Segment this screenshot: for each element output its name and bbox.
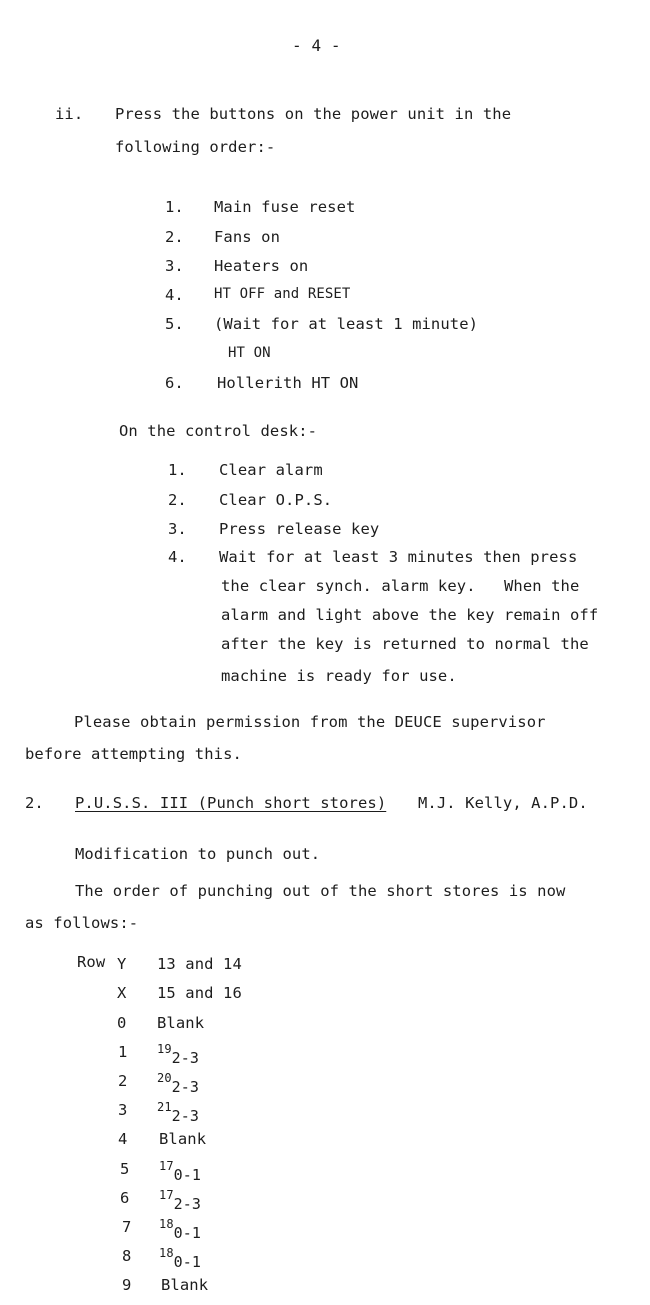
step-text-line: the clear synch. alarm key. When the <box>221 577 580 595</box>
section-2-number: 2. <box>25 794 44 812</box>
order-line-1: The order of punching out of the short stores is now <box>75 882 566 900</box>
section-ii-intro-line-1: Press the buttons on the power unit in the <box>115 105 512 123</box>
section-ii-intro-line-2: following order:- <box>115 138 276 156</box>
row-value: Blank <box>161 1276 209 1294</box>
row-value: $^{20}_{2-3}$ <box>157 1071 200 1096</box>
row-label: 7 <box>122 1218 132 1236</box>
row-label: 1 <box>118 1043 128 1061</box>
row-label: 3 <box>118 1101 128 1119</box>
permission-line-1: Please obtain permission from the DEUCE supervisor <box>74 713 546 731</box>
modification-text: Modification to punch out. <box>75 845 321 863</box>
row-value: $^{17}_{2-3}$ <box>159 1188 202 1213</box>
row-value: Blank <box>159 1130 207 1148</box>
section-2-author: M.J. Kelly, A.P.D. <box>418 794 588 812</box>
step-text: Fans on <box>214 228 281 246</box>
step-number: 2. <box>168 491 187 509</box>
step-text: Main fuse reset <box>214 198 356 216</box>
row-label: 0 <box>117 1014 127 1032</box>
row-label: 2 <box>118 1072 128 1090</box>
row-label: 6 <box>120 1189 130 1207</box>
step-number: 6. <box>165 374 184 392</box>
row-value: $^{18}_{0-1}$ <box>159 1246 202 1271</box>
row-value: $^{18}_{0-1}$ <box>159 1217 202 1242</box>
row-label: 5 <box>120 1160 130 1178</box>
permission-line-2: before attempting this. <box>25 745 242 763</box>
step-text-line: machine is ready for use. <box>221 667 457 685</box>
row-value: Blank <box>157 1014 205 1032</box>
row-value: $^{17}_{0-1}$ <box>159 1159 202 1184</box>
row-label: X <box>117 984 127 1002</box>
section-2-title: P.U.S.S. III (Punch short stores) <box>75 794 387 812</box>
row-value: 13 and 14 <box>157 955 242 973</box>
row-prefix: Row <box>77 953 106 971</box>
page-number: - 4 - <box>292 36 341 55</box>
step-text: (Wait for at least 1 minute) <box>214 315 479 333</box>
row-value: 15 and 16 <box>157 984 242 1002</box>
step-number: 4. <box>165 286 184 304</box>
section-ii-label: ii. <box>55 105 84 123</box>
step-text-continuation: HT ON <box>228 345 271 361</box>
step-number: 1. <box>165 198 184 216</box>
step-text: Hollerith HT ON <box>217 374 359 392</box>
row-label: 9 <box>122 1276 132 1294</box>
step-text: Heaters on <box>214 257 309 275</box>
step-text: Clear alarm <box>219 461 323 479</box>
row-label: Y <box>117 955 127 973</box>
row-value: $^{21}_{2-3}$ <box>157 1100 200 1125</box>
step-number: 2. <box>165 228 184 246</box>
step-number: 1. <box>168 461 187 479</box>
step-text: HT OFF and RESET <box>214 286 351 302</box>
step-number: 4. <box>168 548 187 566</box>
step-text-line: alarm and light above the key remain off <box>221 606 599 624</box>
step-text: Press release key <box>219 520 380 538</box>
row-label: 4 <box>118 1130 128 1148</box>
step-number: 3. <box>168 520 187 538</box>
step-number: 5. <box>165 315 184 333</box>
control-desk-intro: On the control desk:- <box>119 422 318 440</box>
step-text: Clear O.P.S. <box>219 491 333 509</box>
order-line-2: as follows:- <box>25 914 139 932</box>
step-number: 3. <box>165 257 184 275</box>
row-value: $^{19}_{2-3}$ <box>157 1042 200 1067</box>
row-label: 8 <box>122 1247 132 1265</box>
step-text-line: Wait for at least 3 minutes then press <box>219 548 578 566</box>
step-text-line: after the key is returned to normal the <box>221 635 589 653</box>
